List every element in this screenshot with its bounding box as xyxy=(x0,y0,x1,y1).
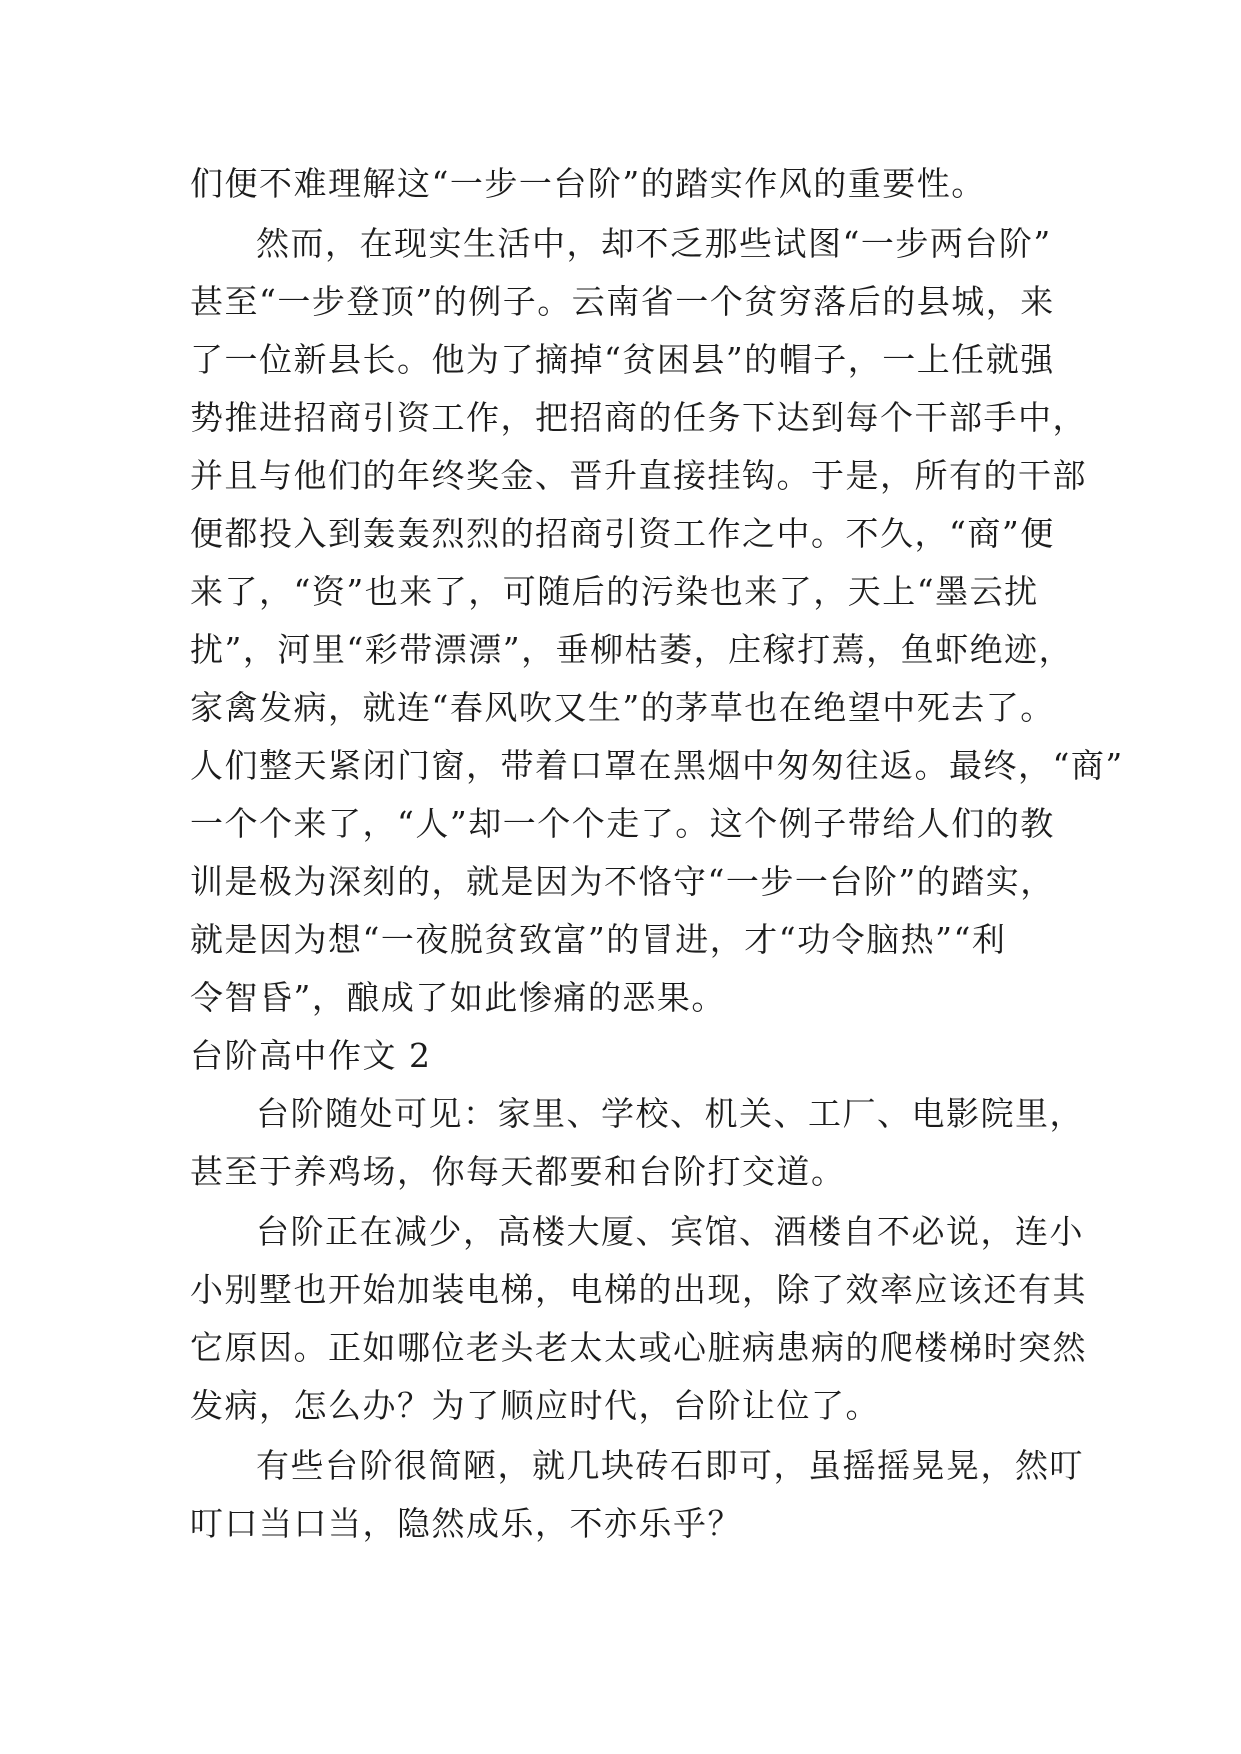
text-line: 发病，怎么办？为了顺应时代，台阶让位了。 xyxy=(190,1386,880,1425)
text-line: 训是极为深刻的，就是因为不恪守“一步一台阶”的踏实， xyxy=(190,862,1055,901)
text-line: 甚至“一步登顶”的例子。云南省一个贫穷落后的县城，来 xyxy=(190,282,1055,321)
text-line: 势推进招商引资工作，把招商的任务下达到每个干部手中， xyxy=(190,398,1087,437)
text-line: 们便不难理解这“一步一台阶”的踏实作风的重要性。 xyxy=(190,164,986,203)
section-heading: 台阶高中作文 2 xyxy=(190,1036,432,1075)
text-line: 并且与他们的年终奖金、晋升直接挂钩。于是，所有的干部 xyxy=(190,456,1087,495)
paragraph-first-line: 台阶随处可见：家里、学校、机关、工厂、电影院里， xyxy=(256,1094,1084,1133)
text-line: 家禽发病，就连“春风吹又生”的茅草也在绝望中死去了。 xyxy=(190,688,1055,727)
paragraph-first-line: 台阶正在减少，高楼大厦、宾馆、酒楼自不必说，连小 xyxy=(256,1212,1084,1251)
text-line: 便都投入到轰轰烈烈的招商引资工作之中。不久，“商”便 xyxy=(190,514,1055,553)
text-line: 来了，“资”也来了，可随后的污染也来了，天上“墨云扰 xyxy=(190,572,1039,611)
text-line: 甚至于养鸡场，你每天都要和台阶打交道。 xyxy=(190,1152,846,1191)
text-line: 扰”，河里“彩带漂漂”，垂柳枯萎，庄稼打蔫，鱼虾绝迹， xyxy=(190,630,1074,669)
text-line: 令智昏”，酿成了如此惨痛的恶果。 xyxy=(190,978,726,1017)
text-line: 人们整天紧闭门窗，带着口罩在黑烟中匆匆往返。最终，“商” xyxy=(190,746,1124,785)
paragraph-first-line: 然而，在现实生活中，却不乏那些试图“一步两台阶” xyxy=(256,224,1052,263)
text-line: 小别墅也开始加装电梯，电梯的出现，除了效率应该还有其 xyxy=(190,1270,1087,1309)
text-line: 就是因为想“一夜脱贫致富”的冒进，才“功令脑热”“利 xyxy=(190,920,1007,959)
text-line: 叮口当口当，隐然成乐，不亦乐乎？ xyxy=(190,1504,742,1543)
paragraph-first-line: 有些台阶很简陋，就几块砖石即可，虽摇摇晃晃，然叮 xyxy=(256,1446,1084,1485)
text-line: 它原因。正如哪位老头老太太或心脏病患病的爬楼梯时突然 xyxy=(190,1328,1087,1367)
text-line: 了一位新县长。他为了摘掉“贫困县”的帽子，一上任就强 xyxy=(190,340,1055,379)
text-line: 一个个来了，“人”却一个个走了。这个例子带给人们的教 xyxy=(190,804,1055,843)
